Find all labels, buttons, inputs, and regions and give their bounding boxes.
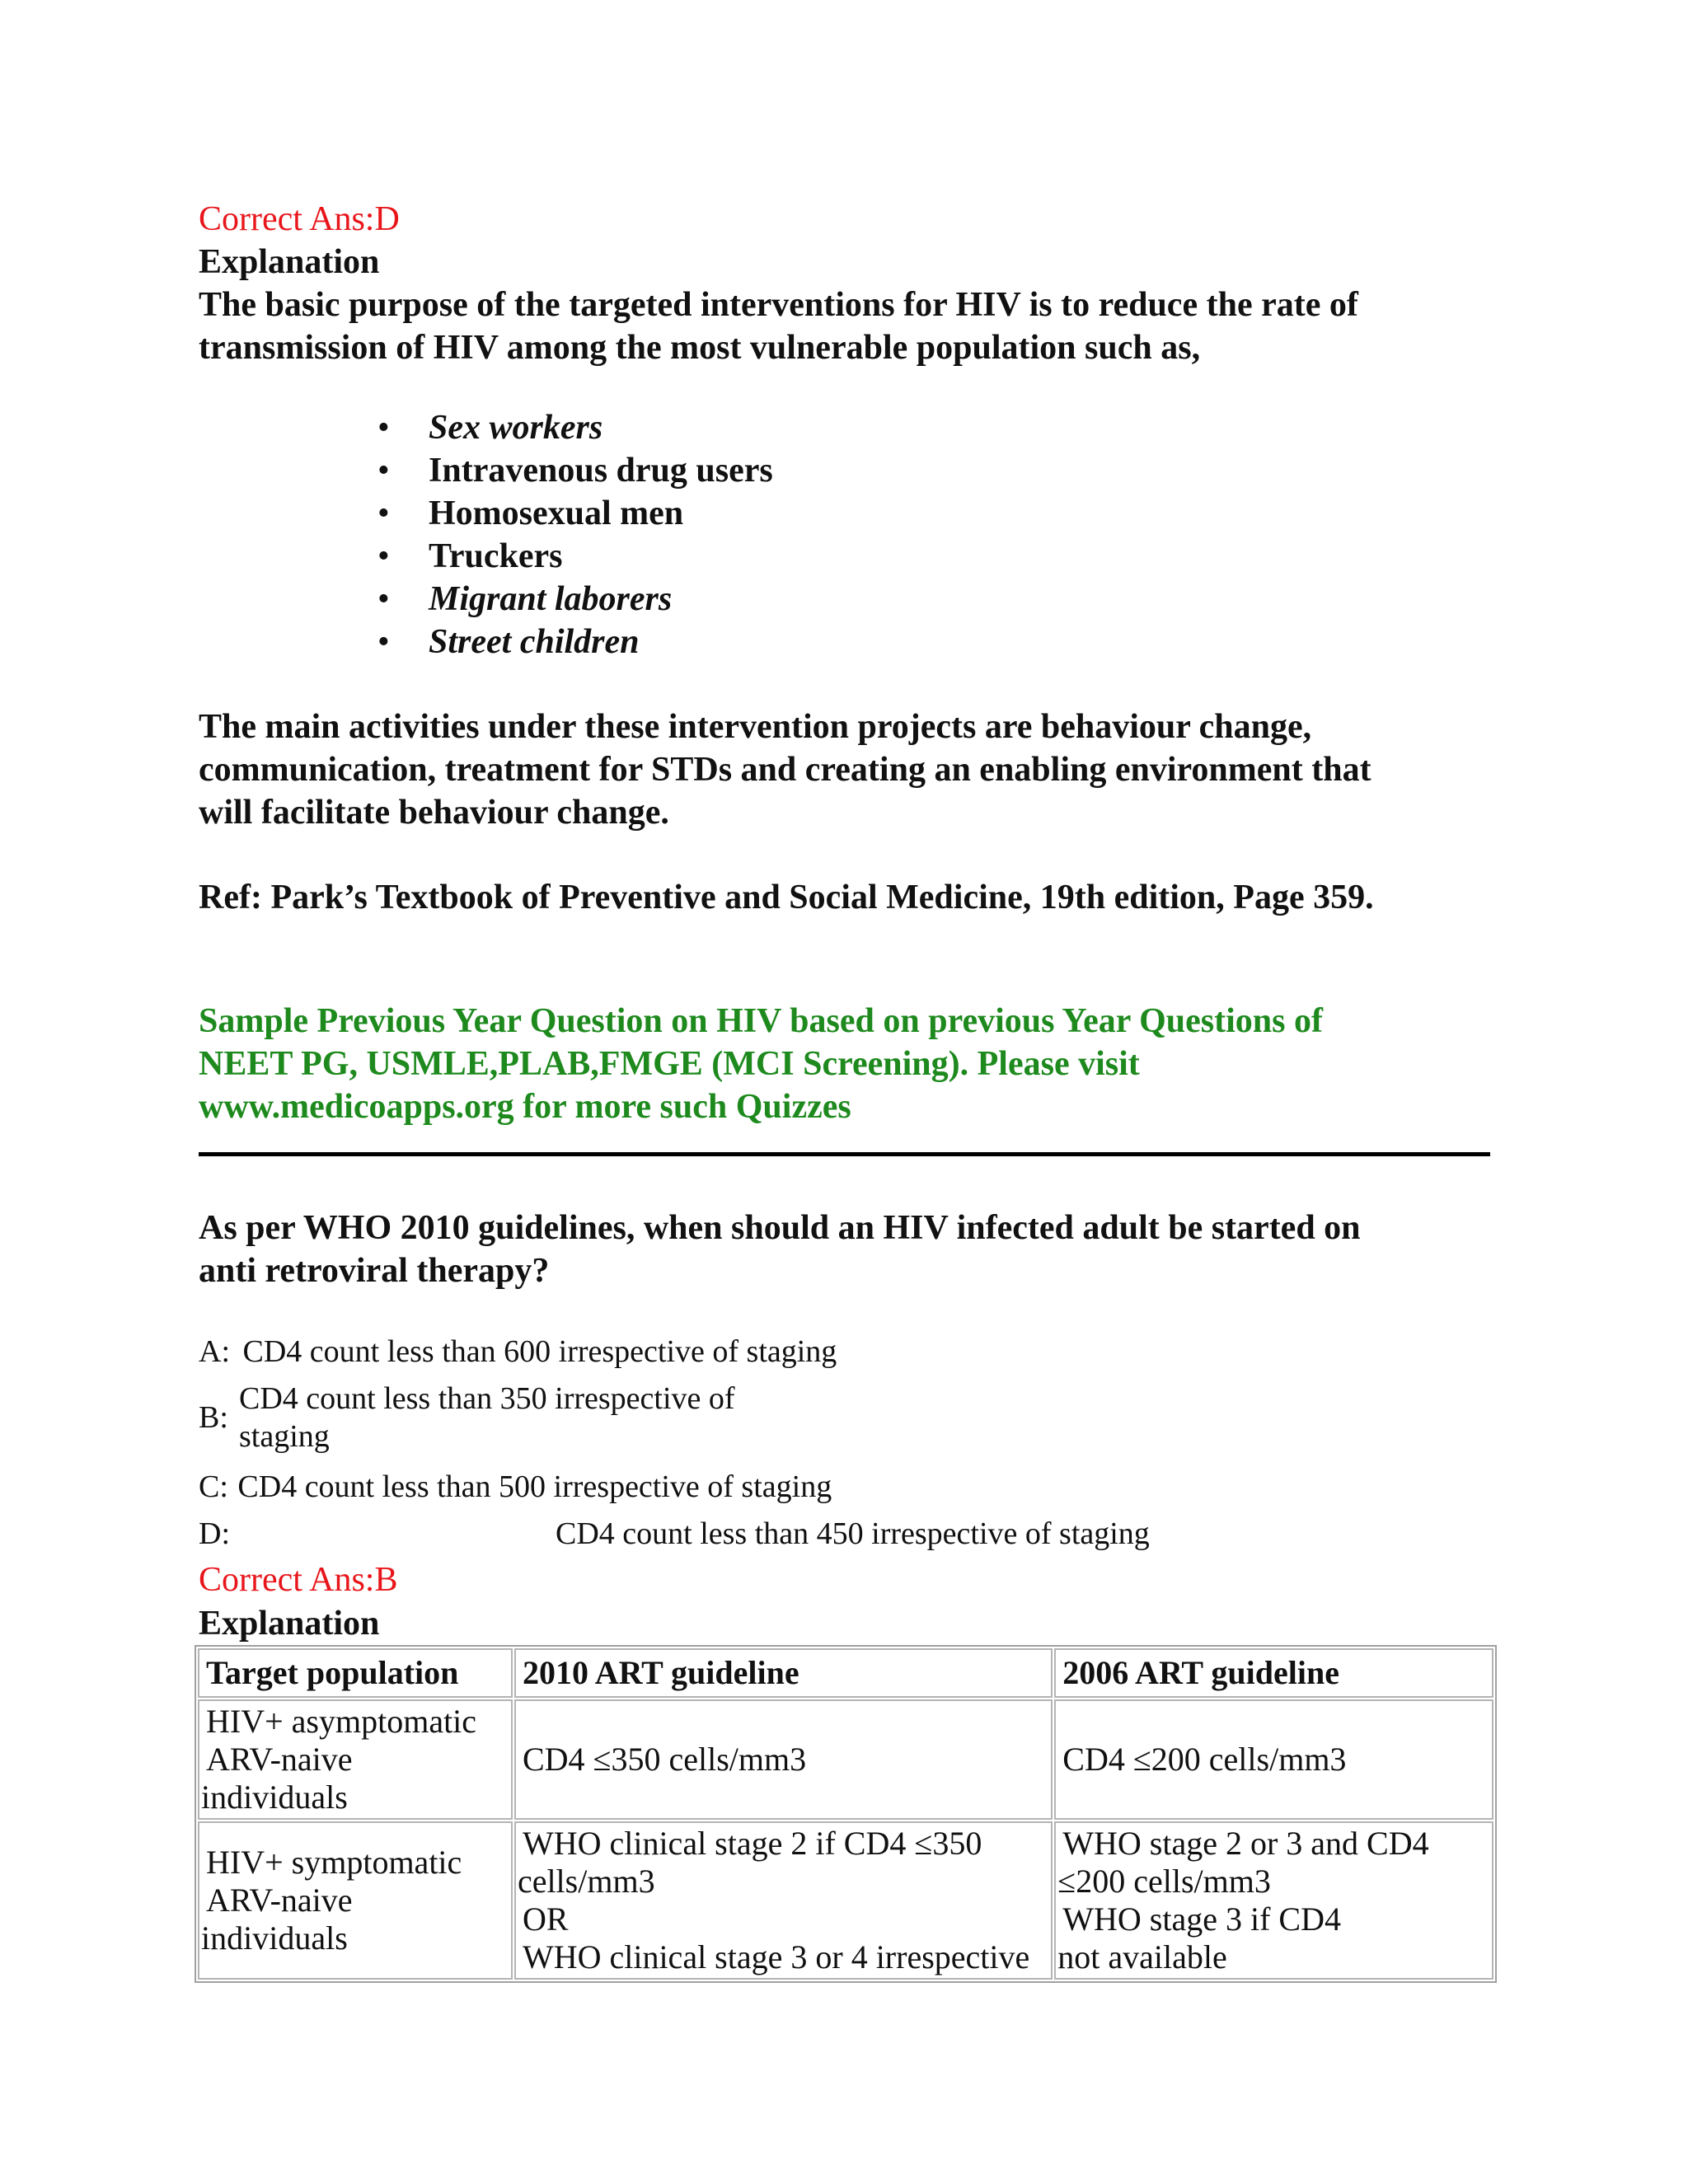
option-b-text-line-2[interactable]: staging bbox=[239, 1419, 330, 1454]
option-label: C: bbox=[199, 1469, 228, 1504]
activities-line-3: will facilitate behaviour change. bbox=[199, 794, 669, 832]
list-item: • Truckers bbox=[363, 535, 773, 578]
option-d-text[interactable]: CD4 count less than 450 irrespective of staging bbox=[556, 1516, 1150, 1551]
explanation-heading-2: Explanation bbox=[199, 1605, 380, 1643]
option-d-label[interactable]: D: bbox=[199, 1516, 230, 1551]
header-2006-guideline: 2006 ART guideline bbox=[1054, 1648, 1493, 1698]
explanation-heading-1: Explanation bbox=[199, 243, 380, 281]
question-line-1: As per WHO 2010 guidelines, when should an HIV infected adult be started on bbox=[199, 1209, 1361, 1247]
table-cell-2010: WHO clinical stage 2 if CD4 ≤350 cells/mm3 OR WHO clinical stage 3 or 4 irrespective bbox=[514, 1821, 1053, 1980]
question-line-2: anti retroviral therapy? bbox=[199, 1252, 550, 1290]
horizontal-divider bbox=[199, 1152, 1490, 1156]
list-item: • Migrant laborers bbox=[363, 578, 773, 621]
list-item: • Homosexual men bbox=[363, 492, 773, 535]
reference: Ref: Park’s Textbook of Preventive and Social Medicine, 19th edition, Page 359. bbox=[199, 879, 1374, 916]
option-b-text-line-1[interactable]: CD4 count less than 350 irrespective of bbox=[239, 1381, 735, 1416]
correct-answer-1: Correct Ans:D bbox=[199, 200, 400, 238]
list-item: • Street children bbox=[363, 621, 773, 663]
list-item: • Intravenous drug users bbox=[363, 449, 773, 492]
bullet-icon: • bbox=[377, 580, 390, 618]
intro-line-2: transmission of HIV among the most vulnerable population such as, bbox=[199, 329, 1201, 367]
option-text: CD4 count less than 600 irrespective of staging bbox=[242, 1334, 837, 1369]
promo-line-1: Sample Previous Year Question on HIV based on previous Year Questions of bbox=[199, 1002, 1323, 1040]
table-cell-2006: WHO stage 2 or 3 and CD4 ≤200 cells/mm3 WHO stage 3 if CD4 not available bbox=[1054, 1821, 1493, 1980]
bullet-icon: • bbox=[377, 623, 390, 661]
correct-answer-2: Correct Ans:B bbox=[199, 1561, 398, 1599]
table-row bbox=[198, 1699, 1493, 1820]
bullet-icon: • bbox=[377, 537, 390, 575]
header-2010-guideline: 2010 ART guideline bbox=[514, 1648, 1053, 1698]
option-b-label[interactable]: B: bbox=[199, 1400, 228, 1435]
option-a[interactable] bbox=[199, 1333, 837, 1371]
option-text: CD4 count less than 500 irrespective of staging bbox=[237, 1469, 832, 1504]
option-label: A: bbox=[199, 1334, 230, 1369]
promo-link[interactable]: www.medicoapps.org for more such Quizzes bbox=[199, 1088, 851, 1126]
activities-line-1: The main activities under these intervention projects are behaviour change, bbox=[199, 708, 1312, 746]
promo-line-2: NEET PG, USMLE,PLAB,FMGE (MCI Screening). Please visit bbox=[199, 1045, 1140, 1083]
intro-line-1: The basic purpose of the targeted interventions for HIV is to reduce the rate of bbox=[199, 286, 1358, 324]
table-cell-2006: CD4 ≤200 cells/mm3 bbox=[1054, 1699, 1493, 1820]
table-cell-population: HIV+ symptomatic ARV-naive individuals bbox=[198, 1821, 513, 1980]
bullet-icon: • bbox=[377, 409, 390, 447]
header-target-population: Target population bbox=[198, 1648, 513, 1698]
list-item: • Sex workers bbox=[363, 406, 773, 449]
vulnerable-population-list bbox=[363, 406, 773, 663]
bullet-icon: • bbox=[377, 494, 390, 532]
option-c[interactable] bbox=[199, 1468, 832, 1506]
table-cell-2010: CD4 ≤350 cells/mm3 bbox=[514, 1699, 1053, 1820]
table-cell-population: HIV+ asymptomatic ARV-naive individuals bbox=[198, 1699, 513, 1820]
table-header-row bbox=[198, 1648, 1493, 1698]
activities-line-2: communication, treatment for STDs and creating an enabling environment that bbox=[199, 751, 1372, 789]
table-row bbox=[198, 1821, 1493, 1980]
bullet-icon: • bbox=[377, 452, 390, 490]
art-guideline-table bbox=[195, 1645, 1497, 1983]
